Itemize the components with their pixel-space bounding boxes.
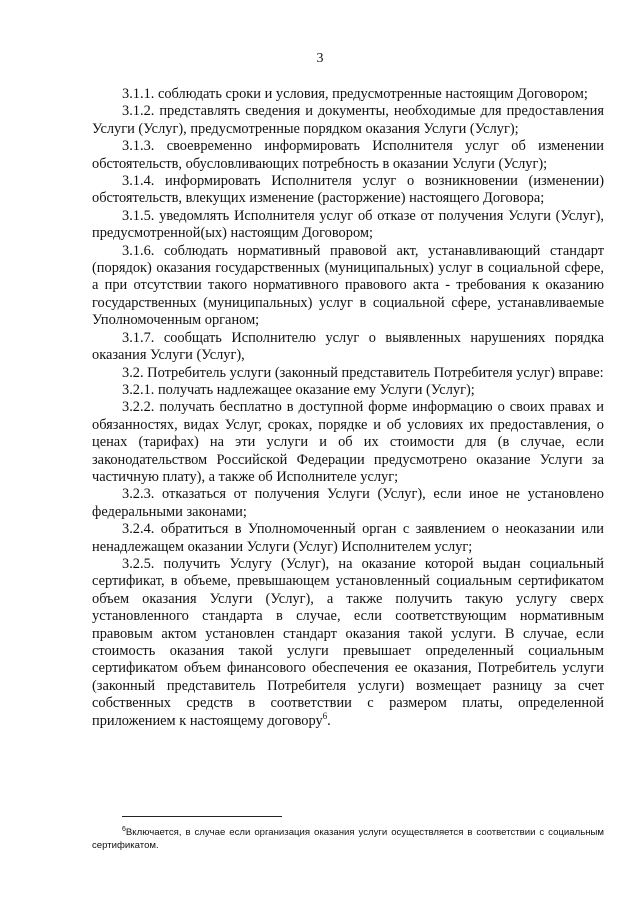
clause-3-1-6: 3.1.6. соблюдать нормативный правовой акт, устанавливающий стандарт (порядок) оказания государственных (муниципальных) услуг в социальной сфере, а при отсутствии такого нормативного правового акта - требования к оказанию государственных (муниципальных) услуг в социальной сфере, устанавливаемые Уполномоченным органом; [92, 242, 604, 329]
footnote-reference: 6 [322, 710, 328, 721]
clause-3-2-4: 3.2.4. обратиться в Уполномоченный орган с заявлением о неоказании или ненадлежащем оказании Услуги (Услуг) Исполнителем услуг; [92, 521, 604, 555]
contract-body [92, 86, 604, 730]
clause-3-2-5-text: 3.2.5. получить Услугу (Услуг), на оказание которой выдан социальный сертификат, в объеме, превышающем установленный социальным сертификатом объем оказания Услуги (Услуг), а также получить такую услугу сверх установленного стандарта в случае, если соответствующим нормативным правовым актом установлен стандарт оказания такой услуги. В случае, если стоимость оказания такой услуги превышает определенный социальным сертификатом объем финансового обеспечения ее оказания, Потребитель услуги (законный представитель Потребителя услуги) возмещает разницу за счет собственных средств в соответствии с размером платы, определенной приложением к настоящему договору [92, 555, 604, 729]
clause-3-2-2: 3.2.2. получать бесплатно в доступной форме информацию о своих правах и обязанностях, видах Услуг, сроках, порядке и об условиях их предоставления, о ценах (тарифах) на эти услуги и об их стоимости для (в случае, если законодательством Российской Федерации предусмотрено оказание Услуги за частичную плату), а также об Исполнителе услуг; [92, 399, 604, 485]
footnote [92, 826, 604, 853]
clause-3-1-5: 3.1.5. уведомлять Исполнителя услуг об отказе от получения Услуги (Услуг), предусмотренной(ых) настоящим Договором; [92, 207, 604, 242]
footnote-text: Включается, в случае если организация оказания услуги осуществляется в соответствии с социальным сертификатом. [92, 827, 604, 852]
footnote-divider [122, 816, 282, 817]
clause-3-1-7: 3.1.7. сообщать Исполнителю услуг о выявленных нарушениях порядка оказания Услуги (Услуг), [92, 329, 604, 364]
clause-3-2-1: 3.2.1. получать надлежащее оказание ему Услуги (Услуг); [122, 381, 475, 398]
clause-3-1-4: 3.1.4. информировать Исполнителя услуг о возникновении (изменении) обстоятельств, влекущих изменение (расторжение) настоящего Договора; [92, 173, 604, 207]
clause-3-1-1: 3.1.1. соблюдать сроки и условия, предусмотренные настоящим Договором; [122, 86, 588, 102]
clause-3-1-3: 3.1.3. своевременно информировать Исполнителя услуг об изменении обстоятельств, обусловливающих потребность в оказании Услуги (Услуг); [92, 138, 604, 172]
clause-3-2: 3.2. Потребитель услуги (законный представитель Потребителя услуг) вправе: [122, 364, 604, 381]
clause-3-1-2: 3.1.2. представлять сведения и документы, необходимые для предоставления Услуги (Услуг), предусмотренные порядком оказания Услуги (Услуг); [92, 103, 604, 137]
footnote-marker: 6 [122, 825, 126, 833]
clause-3-2-3: 3.2.3. отказаться от получения Услуги (Услуг), если иное не установлено федеральными законами; [92, 486, 604, 520]
page-number: 3 [316, 51, 324, 66]
clause-3-2-5: 3.2.5. получить Услугу (Услуг), на оказание которой выдан социальный сертификат, в объеме, превышающем установленный социальным сертификатом объем оказания Услуги (Услуг), а также получить такую услугу сверх установленного стандарта в случае, если соответствующим нормативным правовым актом установлен стандарт оказания такой услуги. В случае, если стоимость оказания такой услуги превышает определенный социальным сертификатом объем финансового обеспечения ее оказания, Потребитель услуги (законный представитель Потребителя услуги) возмещает разницу за счет собственных средств в соответствии с размером платы, определенной приложением к настоящему договору$^6$. [92, 555, 604, 729]
